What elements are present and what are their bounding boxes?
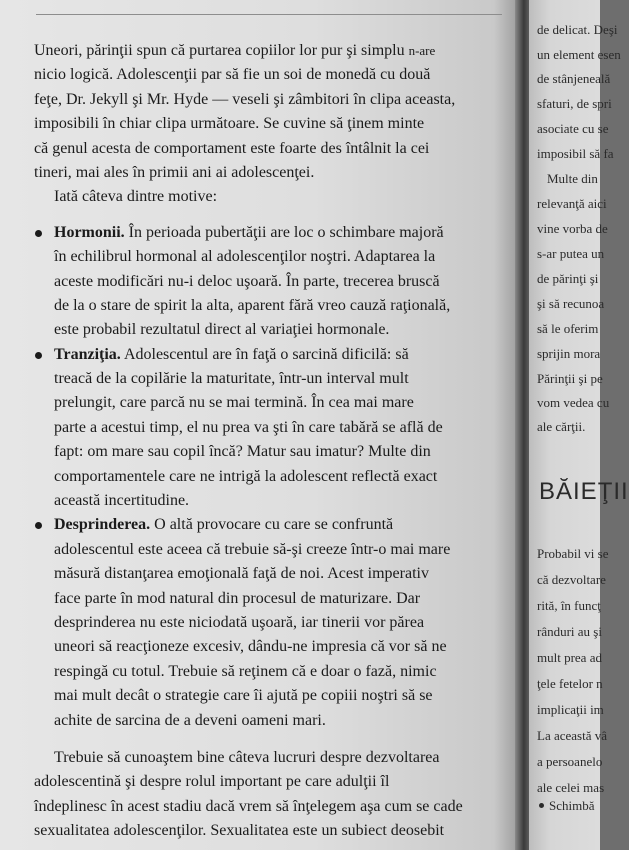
bullet-title: Tranziţia. [54,345,121,363]
text-line: că genul acesta de comportament este foarte des întâlnit la cei [34,139,430,157]
bullet-desprinderea: Desprinderea. O altă provocare cu care se confruntă adolescentul este aceea că trebuie să-şi creeze într-o mai mare măsură distanţarea emoţională faţă de noi. Acest imperativ face parte în mod natural din procesul de maturizare. Dar desprinderea nu este niciodată uşoară, iar tinerii vor părea uneori să reacţioneze excesiv, dându-ne impresia că vor să ne respingă cu totul. Trebuie să reţinem că e doar o fază, nimic mai mult decât o strategie care îi ajută pe copiii noştri să se achite de sarcina de a deveni oameni mari. [34,513,506,733]
right-text-line: rânduri au şi [537,624,602,639]
right-text-line: La această vâ [537,728,608,743]
section-heading: BĂIEŢII [539,478,629,505]
right-text-line: ţele fetelor n [537,676,603,691]
text-line: imposibili în chiar clipa următoare. Se cuvine să ţinem minte [34,115,425,133]
text-line: tineri, mai ales în primii ani ai adolescenţei. [34,163,315,181]
bullet-title: Desprinderea. [54,516,151,534]
right-text-line: s-ar putea un [537,246,605,261]
right-page [529,0,629,850]
right-text-line: imposibil să fa [537,146,614,161]
bullet-dot [35,352,42,359]
bullet-dot [35,522,42,529]
right-text-line: relevanţă aici [537,196,607,211]
bullet-dot [539,803,544,808]
main-text [34,39,506,844]
right-text-line: asociate cu se [537,121,609,136]
right-text-line: Probabil vi se [537,546,609,561]
right-text-line: sprijin mora [537,346,601,361]
right-text-line: ale celei mas [537,780,605,795]
right-text-line: implicaţii im [537,702,604,717]
right-text-line: vom vedea cu [537,395,610,410]
right-text-line: de părinţi şi [537,271,599,286]
right-text-line: ale cărţii. [537,419,586,434]
text-line: Uneori, părinţii spun că purtarea copiilor lor pur şi simplu n-are [34,42,436,59]
text-line: nicio logică. Adolescenţii par să fie un soi de monedă cu două [34,66,431,84]
top-rule [36,14,502,15]
text-line: feţe, Dr. Jekyll şi Mr. Hyde — veseli şi zâmbitori în clipa aceasta, [34,90,456,108]
right-text-line: Schimbă [549,798,595,813]
right-text-line: un element esen [537,47,621,62]
right-text-line: vine vorba de [537,221,608,236]
right-text-line: sfaturi, de spri [537,96,612,111]
right-text-line: de stânjeneală [537,71,611,86]
right-text-line: Multe din [547,171,598,186]
right-text-line: mult prea ad [537,650,602,665]
bullet-dot [35,230,42,237]
closing-paragraph: Trebuie să cunoaştem bine câteva lucruri despre dezvoltarea adolescentină şi despre rolul important pe care adulţii îl îndeplinesc în acest stadiu dacă vrem să înţelegem aşa cum se cade sexualitatea adolescenţilor. Sexualitatea este un subiect deosebit [34,748,463,840]
bullet-tranzitia: Tranziţia. Adolescentul are în faţă o sarcină dificilă: să treacă de la copilărie la maturitate, într-un interval mult prelungit, care parcă nu se mai termină. În cea mai mare parte a acestui timp, el nu prea va şti în care tabără se află de fapt: om mare sau copil încă? Matur sau imatur? Multe din comportamentele care ne intrigă la adolescent reflectă exact această incertitudine. [34,343,506,514]
bullet-hormonii: Hormonii. În perioada pubertăţii are loc o schimbare majoră în echilibrul hormonal al adolescenţilor noştri. Adaptarea la aceste modificări nu-i deloc uşoară. În parte, trecerea bruscă de la o stare de spirit la alta, aparent fără vreo cauză raţională, este probabil rezultatul direct al variaţiei hormonale. [34,221,506,343]
right-text-line: rită, în funcţ [537,598,601,613]
right-text-line: de delicat. Deşi [537,22,618,37]
bullet-title: Hormonii. [54,223,125,241]
right-text-line: să le oferim [537,321,599,336]
right-text-line: a persoanelo [537,754,603,769]
right-text-line: că dezvoltare [537,572,606,587]
right-text-line: şi să recunoa [537,296,605,311]
right-text-line: Părinţii şi pe [537,371,603,386]
text-line: Iată câteva dintre motive: [54,188,218,206]
